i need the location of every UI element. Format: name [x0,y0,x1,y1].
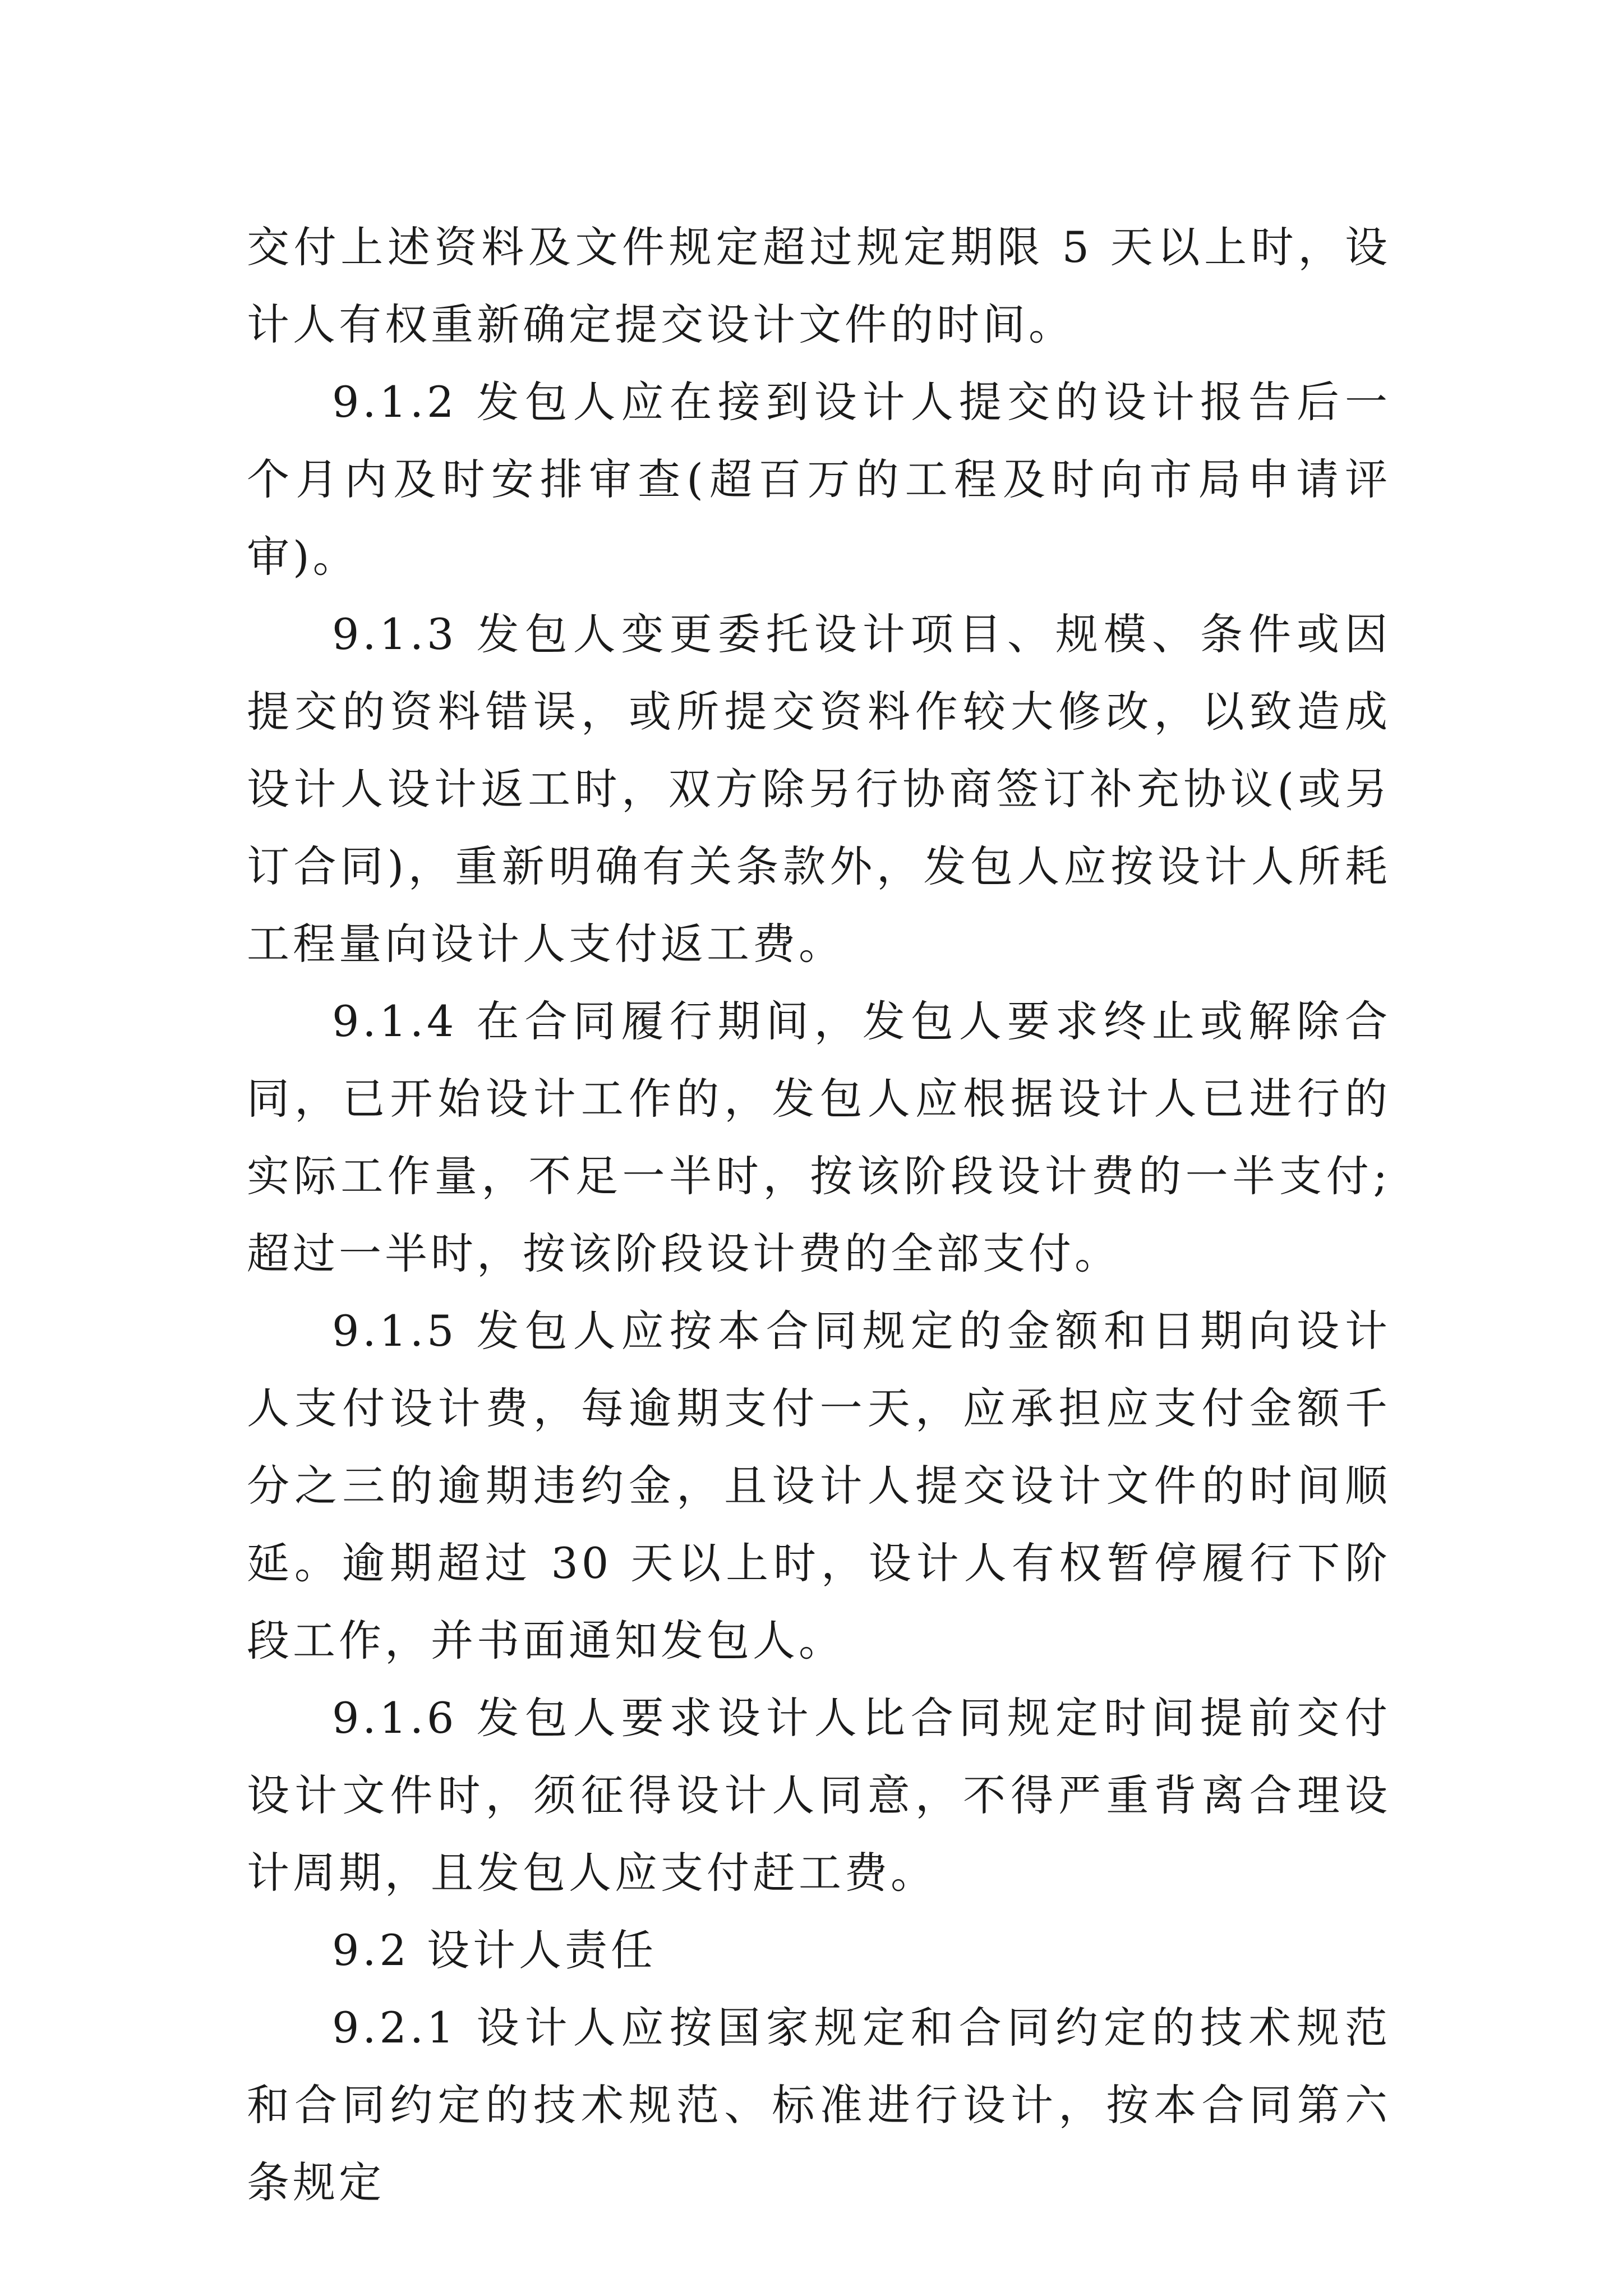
clause-9-1-4: 9.1.4 在合同履行期间，发包人要求终止或解除合同，已开始设计工作的，发包人应根据设计人已进行的实际工作量，不足一半时，按该阶段设计费的一半支付;超过一半时，按该阶段设计费的全部支付。 [247,996,1391,1278]
clause-9-1-3: 9.1.3 发包人变更委托设计项目、规模、条件或因提交的资料错误，或所提交资料作较大修改，以致造成设计人设计返工时，双方除另行协商签订补充协议(或另订合同)，重新明确有关条款外，发包人应按设计人所耗工程量向设计人支付返工费。 [247,609,1391,969]
clause-9-1-5: 9.1.5 发包人应按本合同规定的金额和日期向设计人支付设计费，每逾期支付一天，应承担应支付金额千分之三的逾期违约金，且设计人提交设计文件的时间顺延。逾期超过 30 天以上时，设计人有权暂停履行下阶段工作，并书面通知发包人。 [247,1306,1391,1665]
clause-9-1-2: 9.1.2 发包人应在接到设计人提交的设计报告后一个月内及时安排审查(超百万的工程及时向市局申请评审)。 [247,377,1391,582]
paragraph-continuation: 交付上述资料及文件规定超过规定期限 5 天以上时，设计人有权重新确定提交设计文件的时间。 [247,222,1391,349]
section-heading-9-2: 9.2 设计人责任 [332,1925,657,1975]
clause-9-1-6: 9.1.6 发包人要求设计人比合同规定时间提前交付设计文件时，须征得设计人同意，不得严重背离合理设计周期，且发包人应支付赶工费。 [247,1693,1391,1898]
document-body [247,209,1391,2221]
clause-9-2-1: 9.2.1 设计人应按国家规定和合同约定的技术规范和合同约定的技术规范、标准进行设计，按本合同第六条规定 [247,2003,1391,2207]
